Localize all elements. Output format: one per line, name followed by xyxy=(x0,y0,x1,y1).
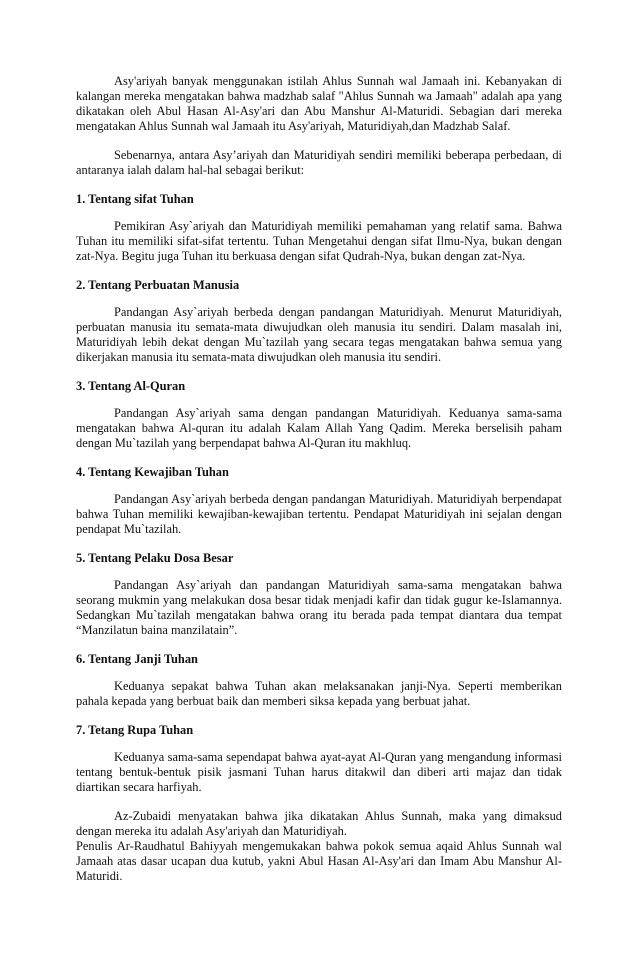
section-heading-4: 4. Tentang Kewajiban Tuhan xyxy=(76,465,229,479)
section-heading-6: 6. Tentang Janji Tuhan xyxy=(76,652,198,666)
closing-continuation: Penulis Ar-Raudhatul Bahiyyah mengemukakan bahwa pokok semua aqaid Ahlus Sunnah wal Jamaah atas dasar ucapan dua kutub, yakni Abul Hasan Al-Asy'ari dan Imam Abu Manshur Al-Maturidi. xyxy=(76,839,562,883)
section-heading-3: 3. Tentang Al-Quran xyxy=(76,379,186,393)
section-body-6: Keduanya sepakat bahwa Tuhan akan melaksanakan janji-Nya. Seperti memberikan pahala kepada yang berbuat baik dan memberi siksa kepada yang berbuat jahat. xyxy=(76,679,562,708)
section-heading-7: 7. Tetang Rupa Tuhan xyxy=(76,723,194,737)
section-heading-2: 2. Tentang Perbuatan Manusia xyxy=(76,278,240,292)
closing-paragraph: Az-Zubaidi menyatakan bahwa jika dikatakan Ahlus Sunnah, maka yang dimaksud dengan mereka itu adalah Asy'ariyah dan Maturidiyah. xyxy=(76,809,562,838)
intro-paragraph-1: Asy'ariyah banyak menggunakan istilah Ahlus Sunnah wal Jamaah ini. Kebanyakan di kalangan mereka mengatakan bahwa madzhab salaf "Ahlus Sunnah wa Jamaah" adalah apa yang dikatakan oleh Abul Hasan Al-Asy'ari dan Abu Manshur Al-Maturidi. Sebagian dari mereka mengatakan Ahlus Sunnah wal Jamaah itu Asy'ariyah, Maturidiyah,dan Madzhab Salaf. xyxy=(76,74,562,133)
intro-paragraph-2: Sebenarnya, antara Asy’ariyah dan Maturidiyah sendiri memiliki beberapa perbedaan, di antaranya ialah dalam hal-hal sebagai berikut: xyxy=(76,148,562,177)
section-body-3: Pandangan Asy`ariyah sama dengan pandangan Maturidiyah. Keduanya sama-sama mengatakan bahwa Al-quran itu adalah Kalam Allah Yang Qadim. Mereka berselisih paham dengan Mu`tazilah yang berpendapat bahwa Al-Quran itu makhluq. xyxy=(76,406,562,450)
section-body-5: Pandangan Asy`ariyah dan pandangan Maturidiyah sama-sama mengatakan bahwa seorang mukmin yang melakukan dosa besar tidak menjadi kafir dan tidak gugur ke-Islamannya. Sedangkan Mu`tazilah mengatakan bahwa orang itu berada pada tempat diantara dua tempat “Manzilatun baina manzilatain”. xyxy=(76,578,562,637)
section-body-1: Pemikiran Asy`ariyah dan Maturidiyah memiliki pemahaman yang relatif sama. Bahwa Tuhan itu memiliki sifat-sifat tertentu. Tuhan Mengetahui dengan sifat Ilmu-Nya, bukan dengan zat-Nya. Begitu juga Tuhan itu berkuasa dengan sifat Qudrah-Nya, bukan dengan zat-Nya. xyxy=(76,219,562,263)
section-body-4: Pandangan Asy`ariyah berbeda dengan pandangan Maturidiyah. Maturidiyah berpendapat bahwa Tuhan memiliki kewajiban-kewajiban tertentu. Pendapat Maturidiyah ini sejalan dengan pendapat Mu`tazilah. xyxy=(76,492,562,536)
section-heading-1: 1. Tentang sifat Tuhan xyxy=(76,192,194,206)
section-body-2: Pandangan Asy`ariyah berbeda dengan pandangan Maturidiyah. Menurut Maturidiyah, perbuatan manusia itu semata-mata diwujudkan oleh manusia itu sendiri. Dalam masalah ini, Maturidiyah lebih dekat dengan Mu`tazilah yang secara tegas mengatakan bahwa semua yang dikerjakan manusia itu semata-mata diwujudkan oleh manusia itu sendiri. xyxy=(76,305,562,364)
section-heading-5: 5. Tentang Pelaku Dosa Besar xyxy=(76,551,234,565)
section-body-7: Keduanya sama-sama sependapat bahwa ayat-ayat Al-Quran yang mengandung informasi tentang bentuk-bentuk pisik jasmani Tuhan harus ditakwil dan diberi arti majaz dan tidak diartikan secara harfiyah. xyxy=(76,750,562,794)
